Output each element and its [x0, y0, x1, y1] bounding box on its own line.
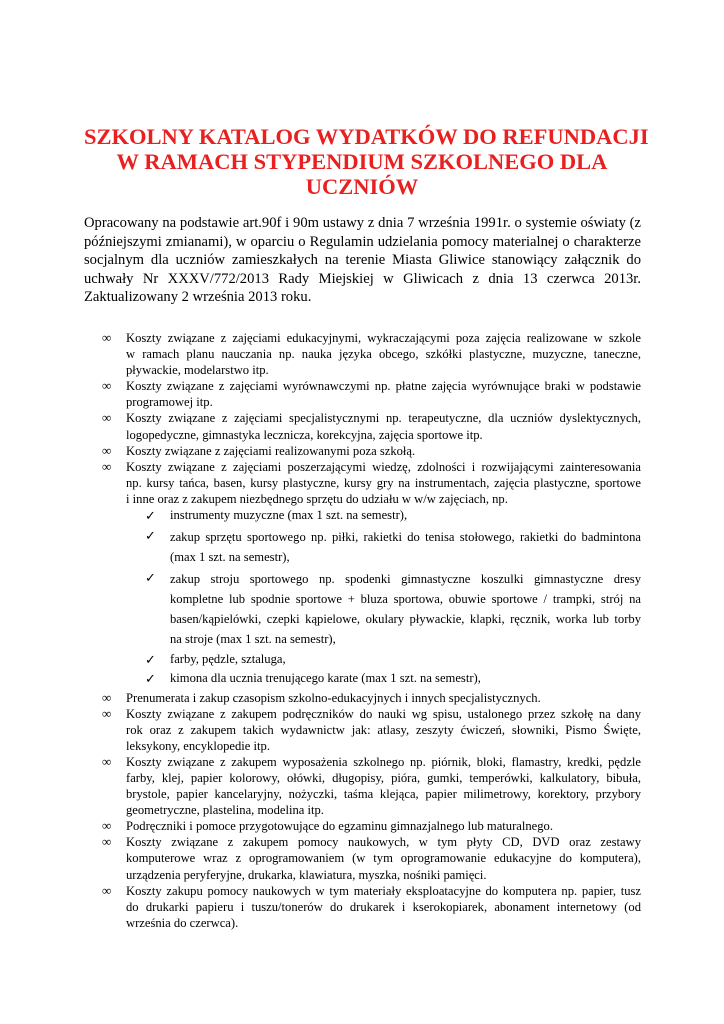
- infinity-bullet-icon: ∞: [102, 705, 112, 721]
- subitem-line: zakup stroju sportowego np. spodenki gimnastyczne koszulki gimnastyczne dresy: [170, 571, 641, 586]
- list-item: [0, 754, 724, 818]
- title-line: W RAMACH STYPENDIUM SZKOLNEGO DLA: [116, 149, 608, 174]
- item-line: Koszty związane z zajęciami wyrównawczymi np. płatne zajęcia wyrównujące braki w podstawie: [126, 379, 641, 394]
- item-line: Koszty związane z zakupem pomocy naukowych, w tym płyty CD, DVD oraz zestawy: [126, 835, 641, 850]
- title-line: UCZNIÓW: [305, 174, 419, 199]
- checkmark-icon: ✓: [145, 671, 156, 687]
- sublist-item: [126, 507, 641, 525]
- list-item: [0, 834, 724, 882]
- item-line: Koszty związane z zakupem wyposażenia szkolnego np. piórnik, bloki, flamastry, kredki, pędzle: [126, 754, 641, 769]
- intro-line: uchwały Nr XXXV/772/2013 Rady Miejskiej w Gliwicach z dnia 13 czerwca 2013r.: [84, 270, 641, 287]
- list-item: [0, 818, 724, 834]
- item-line: Prenumerata i zakup czasopism szkolno-edukacyjnych i innych specjalistycznych.: [126, 690, 541, 705]
- item-line: urządzenia peryferyjne, drukarka, klawiatura, myszka, nośniki pamięci.: [126, 867, 487, 882]
- subitem-line: kompletne lub spodnie sportowe + bluza sportowa, obuwie sportowe / trampki, strój na: [170, 591, 641, 606]
- sublist-item: [126, 527, 641, 567]
- list-item: [0, 706, 724, 754]
- infinity-bullet-icon: ∞: [102, 882, 112, 898]
- intro-line: Zaktualizowany 2 września 2013 roku.: [84, 289, 312, 306]
- infinity-bullet-icon: ∞: [102, 378, 112, 394]
- item-line: Koszty związane z zajęciami specjalistycznymi np. terapeutyczne, dla uczniów dyslektycznych,: [126, 411, 641, 426]
- infinity-bullet-icon: ∞: [102, 330, 112, 345]
- subitem-line: zakup sprzętu sportowego np. piłki, rakietki do tenisa stołowego, rakietki do badmintona: [170, 529, 641, 544]
- list-item: [0, 690, 724, 706]
- subitem-line: basen/kąpielówki, czepki kąpielowe, okulary pływackie, klapki, ręcznik, worka lub torby: [170, 611, 641, 626]
- intro-line: socjalnym dla uczniów zamieszkałych na terenie Miasta Gliwice stanowiący załącznik do: [84, 252, 641, 269]
- item-line: pływackie, modelarstwo itp.: [126, 363, 269, 378]
- infinity-bullet-icon: ∞: [102, 442, 112, 458]
- sublist-item: [126, 569, 641, 649]
- item-line: brystole, papier kancelaryjny, nożyczki, taśma klejąca, papier milimetrowy, korektory, przybory: [126, 787, 641, 802]
- item-line: Koszty związane z zajęciami poszerzającymi wiedzę, zdolności i rozwijającymi zainteresowania: [126, 459, 641, 474]
- item-line: Koszty związane z zajęciami edukacyjnymi, wykraczającymi poza zajęcia realizowane w szkole: [126, 331, 641, 345]
- infinity-bullet-icon: ∞: [102, 753, 112, 769]
- subitem-line: instrumenty muzyczne (max 1 szt. na semestr),: [170, 508, 408, 523]
- document-title: [84, 124, 649, 199]
- intro-line: Opracowany na podstawie art.90f i 90m ustawy z dnia 7 września 1991r. o systemie oświaty (z: [84, 215, 641, 231]
- subitem-line: farby, pędzle, sztaluga,: [170, 651, 286, 666]
- sublist-item: [126, 651, 641, 669]
- item-line: i inne oraz z zakupem niezbędnego sprzętu do udziału w w/w zajęciach, np.: [126, 491, 508, 506]
- intro-line: późniejszymi zmianami), w oparciu o Regulamin udzielania pomocy materialnej o charakterze: [84, 233, 641, 250]
- list-item: [0, 443, 724, 459]
- sublist-item: [126, 670, 641, 688]
- checkmark-icon: ✓: [145, 569, 156, 585]
- item-line: w ramach planu nauczania np. nauka języka obcego, szkółki plastyczne, muzyczne, taneczne,: [126, 347, 641, 362]
- item-line: Koszty związane z zajęciami realizowanymi poza szkołą.: [126, 443, 416, 458]
- checkmark-icon: ✓: [145, 508, 156, 524]
- subitem-line: kimona dla ucznia trenującego karate (max 1 szt. na semestr),: [170, 671, 481, 686]
- item-line: logopedyczne, gimnastyka lecznicza, korekcyjna, zajęcia sportowe itp.: [126, 427, 483, 442]
- title-line: SZKOLNY KATALOG WYDATKÓW DO REFUNDACJI: [84, 124, 649, 149]
- list-item: [0, 330, 724, 378]
- expense-list: [0, 330, 724, 931]
- item-line: Koszty związane z zakupem podręczników do nauki wg spisu, ustalonego przez szkołę na dany: [126, 706, 641, 721]
- infinity-bullet-icon: ∞: [102, 818, 112, 834]
- item-line: np. kursy tańca, basen, kursy plastyczne, kursy gry na instrumentach, zajęcia plastyczne, sportowe: [126, 475, 641, 490]
- checkmark-icon: ✓: [145, 651, 156, 667]
- intro-paragraph: [84, 214, 641, 307]
- list-item: [0, 883, 724, 931]
- item-line: leksykony, encyklopedie itp.: [126, 738, 270, 753]
- item-line: do drukarki papieru i tuszu/tonerów do drukarek i kserokopiarek, abonament internetowy (od: [126, 899, 641, 914]
- subitem-line: na stroje (max 1 szt. na semestr),: [170, 631, 336, 646]
- infinity-bullet-icon: ∞: [102, 689, 112, 705]
- equipment-sublist: [126, 507, 641, 688]
- item-line: komputerowe wraz z oprogramowaniem (w tym oprogramowanie edukacyjne do komputera),: [126, 851, 641, 866]
- item-line: rok oraz z zakupem takich wydawnictw jak: atlasy, zeszyty ćwiczeń, słowniki, Pismo Święte,: [126, 722, 641, 737]
- infinity-bullet-icon: ∞: [102, 410, 112, 426]
- infinity-bullet-icon: ∞: [102, 834, 112, 850]
- list-item: [0, 410, 724, 442]
- infinity-bullet-icon: ∞: [102, 458, 112, 474]
- item-line: Podręczniki i pomoce przygotowujące do egzaminu gimnazjalnego lub maturalnego.: [126, 819, 554, 834]
- list-item: [0, 459, 724, 688]
- list-item: [0, 378, 724, 410]
- item-line: geometryczne, plastelina, modelina itp.: [126, 803, 324, 818]
- item-line: farby, klej, papier kolorowy, ołówki, długopisy, pióra, gumki, temperówki, kalkulatory, bibuła,: [126, 771, 641, 785]
- item-line: Koszty zakupu pomocy naukowych w tym materiały eksploatacyjne do komputera np. papier, tusz: [126, 883, 641, 898]
- checkmark-icon: ✓: [145, 527, 156, 543]
- subitem-line: (max 1 szt. na semestr),: [170, 549, 290, 564]
- item-line: programowej itp.: [126, 395, 213, 410]
- item-line: września do czerwca).: [126, 915, 239, 930]
